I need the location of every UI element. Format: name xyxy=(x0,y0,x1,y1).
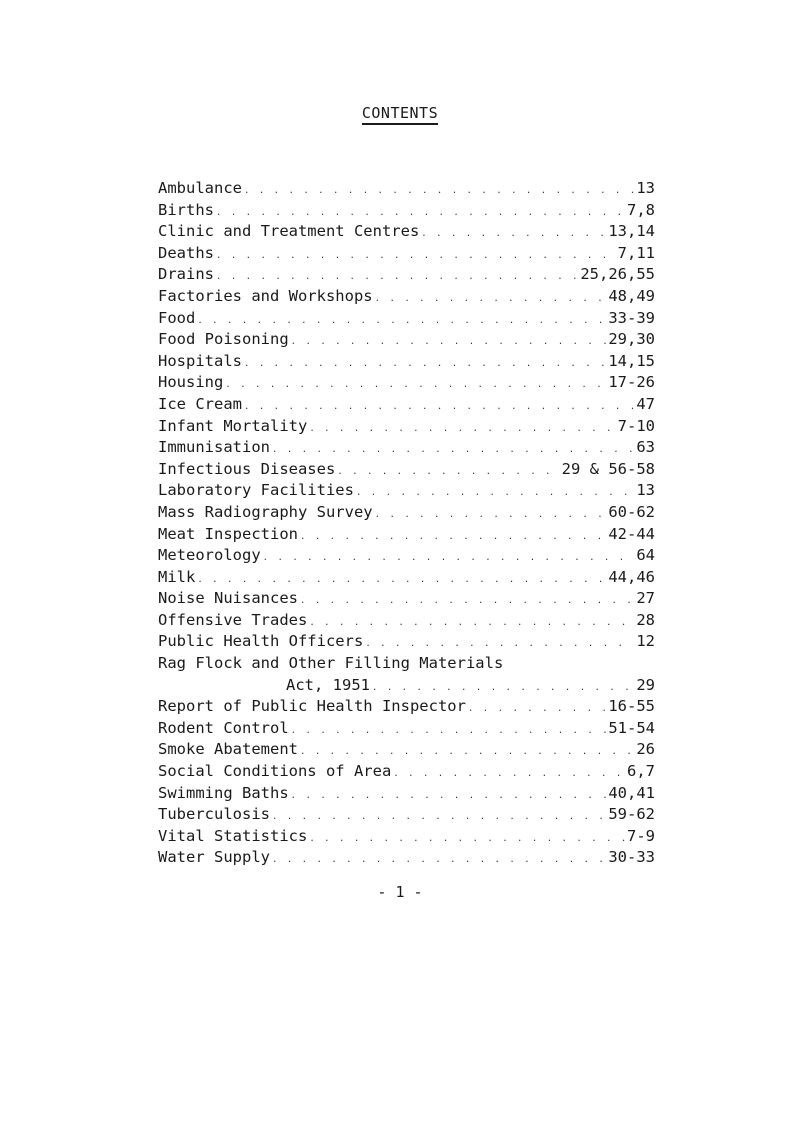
toc-entry-label: Public Health Officers xyxy=(158,632,364,651)
toc-entry-label: Offensive Trades xyxy=(158,610,308,629)
dot-leader xyxy=(356,483,634,505)
toc-entry xyxy=(158,329,655,351)
toc-entry-pages: 40,41 xyxy=(608,783,655,802)
toc-entry-label: Rodent Control xyxy=(158,718,289,737)
toc-entry xyxy=(158,308,655,330)
toc-entry-pages: 12 xyxy=(636,632,655,651)
toc-entry-label: Deaths xyxy=(158,243,214,262)
dot-leader xyxy=(421,224,606,246)
toc-entry xyxy=(158,761,655,783)
toc-entry-pages: 30-33 xyxy=(608,848,655,867)
toc-entry-pages: 26 xyxy=(636,740,655,759)
toc-entry-label: Mass Radiography Survey xyxy=(158,502,373,521)
dot-leader xyxy=(263,548,635,570)
toc-entry-pages: 25,26,55 xyxy=(580,265,655,284)
toc-entry-pages: 59-62 xyxy=(608,805,655,824)
dot-leader xyxy=(393,764,625,786)
toc-entry-label: Clinic and Treatment Centres xyxy=(158,222,420,241)
toc-entry-pages: 29 & 56-58 xyxy=(561,459,655,478)
toc-entry-pages: 51-54 xyxy=(608,718,655,737)
toc-entry xyxy=(158,718,655,740)
toc-entry xyxy=(158,524,655,546)
toc-entry-pages: 60-62 xyxy=(608,502,655,521)
toc-entry xyxy=(158,826,655,848)
toc-entry-pages: 13 xyxy=(636,179,655,197)
toc-entry-pages: 63 xyxy=(636,438,655,457)
toc-entry-pages: 7-10 xyxy=(617,416,655,435)
toc-entry xyxy=(158,502,655,524)
toc-entry-pages: 48,49 xyxy=(608,286,655,305)
toc-entry-pages: 29 xyxy=(636,675,655,694)
toc-entry-pages: 44,46 xyxy=(608,567,655,586)
toc-entry xyxy=(158,610,655,632)
toc-entry xyxy=(158,372,655,394)
page-number: - 1 - xyxy=(377,883,423,901)
toc-entry-label: Smoke Abatement xyxy=(158,740,298,759)
toc-entry xyxy=(158,696,655,718)
toc-entry-pages: 14,15 xyxy=(608,351,655,370)
toc-entry-label: Vital Statistics xyxy=(158,826,308,845)
toc-entry xyxy=(158,221,655,243)
toc-entry xyxy=(158,416,655,438)
dot-leader xyxy=(309,419,615,441)
dot-leader xyxy=(272,850,606,872)
toc-entry xyxy=(158,394,655,416)
dot-leader xyxy=(337,462,559,484)
toc-entry-pages: 47 xyxy=(636,394,655,413)
toc-entry-label: Births xyxy=(158,200,214,219)
toc-entry xyxy=(158,739,655,761)
toc-entry-label: Social Conditions of Area xyxy=(158,762,392,781)
contents-heading-text: CONTENTS xyxy=(362,104,438,125)
toc-entry-pages: 33-39 xyxy=(608,308,655,327)
toc-entry-label: Immunisation xyxy=(158,438,270,457)
toc-entry-pages: 64 xyxy=(636,546,655,565)
dot-leader xyxy=(244,354,606,376)
toc-entry-label: Report of Public Health Inspector xyxy=(158,697,466,716)
toc-entry-pages: 13 xyxy=(636,481,655,500)
toc-entry-label: Infant Mortality xyxy=(158,416,308,435)
dot-leader xyxy=(468,699,606,721)
toc-entry-pages: 6,7 xyxy=(627,762,655,781)
dot-leader xyxy=(291,786,607,808)
toc-entry-pages: 7-9 xyxy=(627,826,655,845)
toc-entry-label: Swimming Baths xyxy=(158,783,289,802)
toc-entry-label: Meteorology xyxy=(158,546,261,565)
toc-entry-pages: 7,8 xyxy=(627,200,655,219)
toc-entry xyxy=(158,653,655,675)
toc-entry-pages: 28 xyxy=(636,610,655,629)
toc-entry-label: Food xyxy=(158,308,196,327)
toc-entry-label: Hospitals xyxy=(158,351,242,370)
toc-entry-label: Meat Inspection xyxy=(158,524,298,543)
toc-entry-label: Noise Nuisances xyxy=(158,589,298,608)
toc-entry-label: Factories and Workshops xyxy=(158,286,373,305)
dot-leader xyxy=(291,721,607,743)
toc-entry xyxy=(158,264,655,286)
dot-leader xyxy=(309,829,625,851)
toc-entry-pages: 17-26 xyxy=(608,373,655,392)
toc-entry-pages: 29,30 xyxy=(608,330,655,349)
toc-entry xyxy=(158,351,655,373)
toc-entry-pages: 16-55 xyxy=(608,697,655,716)
toc-entry-pages: 13,14 xyxy=(608,222,655,241)
toc-entry-label: Water Supply xyxy=(158,848,270,867)
toc-entry-label: Ice Cream xyxy=(158,394,242,413)
table-of-contents xyxy=(158,178,655,869)
dot-leader xyxy=(225,375,606,397)
toc-entry-pages: 42-44 xyxy=(608,524,655,543)
toc-entry-label: Laboratory Facilities xyxy=(158,481,354,500)
toc-entry xyxy=(158,545,655,567)
dot-leader xyxy=(216,246,616,268)
toc-entry xyxy=(158,847,655,869)
toc-entry-label: Infectious Diseases xyxy=(158,459,336,478)
toc-entry-label: Milk xyxy=(158,567,196,586)
toc-entry xyxy=(158,178,655,200)
toc-entry xyxy=(158,567,655,589)
dot-leader xyxy=(244,181,634,203)
toc-entry-label: Housing xyxy=(158,373,224,392)
toc-entry-label: Rag Flock and Other Filling Materials xyxy=(158,654,504,673)
toc-entry xyxy=(158,480,655,502)
toc-entry xyxy=(158,804,655,826)
toc-entry-pages: 27 xyxy=(636,589,655,608)
toc-entry xyxy=(158,437,655,459)
dot-leader xyxy=(272,807,606,829)
dot-leader xyxy=(300,527,606,549)
toc-entry xyxy=(158,588,655,610)
toc-entry xyxy=(158,783,655,805)
toc-entry xyxy=(158,631,655,653)
contents-heading xyxy=(0,104,800,125)
toc-entry xyxy=(158,459,655,481)
toc-entry-label: Tuberculosis xyxy=(158,805,270,824)
toc-entry-label: Act, 1951 xyxy=(286,675,370,694)
toc-entry xyxy=(158,243,655,265)
dot-leader xyxy=(375,289,607,311)
dot-leader xyxy=(291,332,607,354)
toc-entry-label: Ambulance xyxy=(158,179,242,197)
toc-entry-label: Food Poisoning xyxy=(158,330,289,349)
toc-entry-label: Drains xyxy=(158,265,214,284)
toc-entry-pages: 7,11 xyxy=(617,243,655,262)
toc-entry-continuation xyxy=(158,675,655,697)
toc-entry xyxy=(158,200,655,222)
dot-leader xyxy=(375,505,607,527)
dot-leader xyxy=(300,591,634,613)
toc-entry xyxy=(158,286,655,308)
